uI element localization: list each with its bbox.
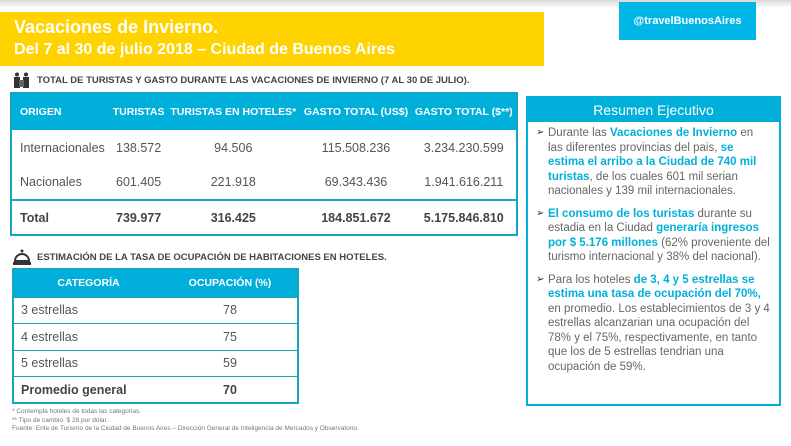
row-label: Total: [11, 200, 111, 235]
travelers-icon: [12, 72, 32, 88]
summary-list: [528, 122, 779, 374]
table-cell: 3.234.230.599: [423, 140, 504, 155]
column-header: CATEGORÍA: [13, 269, 163, 297]
table-row: [11, 130, 517, 165]
table-cell: 316.425: [166, 200, 300, 235]
page-subtitle: Del 7 al 30 de julio 2018 – Ciudad de Buenos Aires: [14, 41, 395, 58]
summary-text: (62% proveniente del turismo internacional y 38% del nacional).: [548, 236, 770, 263]
highlight-text: Vacaciones de Invierno: [610, 127, 738, 139]
table-cell: 78: [163, 297, 298, 324]
table-cell: 70: [163, 377, 298, 404]
table-cell: 115.508.236: [321, 140, 391, 155]
table-cell: 138.572: [116, 140, 162, 155]
table-cell: 184.851.672: [300, 200, 411, 235]
highlight-text: generaría ingresos por $ 5.176 millones: [548, 222, 759, 249]
row-label: Internacionales: [20, 140, 105, 155]
row-label: Nacionales: [20, 175, 82, 189]
summary-item: [536, 207, 771, 265]
executive-summary: [526, 96, 781, 406]
page-title: Vacaciones de Invierno.: [14, 17, 219, 37]
hotel-bell-icon: [12, 249, 32, 265]
table-cell: 94.506: [214, 140, 253, 155]
column-header: GASTO TOTAL (US$): [300, 93, 411, 130]
summary-text: , de los cuales 601 mil serian nacionales y 139 mil internacionales.: [548, 170, 738, 197]
summary-text: Durante las: [548, 127, 611, 139]
table2-heading: [12, 249, 387, 265]
table-cell: 5.175.846.810: [412, 200, 517, 235]
summary-text: en las diferentes provincias del pais,: [548, 127, 754, 154]
column-header: ORIGEN: [11, 93, 111, 130]
table-row: [13, 324, 298, 351]
table-cell: 75: [163, 324, 298, 351]
row-label: 3 estrellas: [13, 297, 163, 324]
summary-text: Para los hoteles: [548, 273, 634, 286]
footnotes: [12, 408, 359, 434]
highlight-text: de 3, 4 y 5 estrellas se estima una tasa de ocupación del 70%,: [548, 273, 761, 300]
row-label: 5 estrellas: [13, 350, 163, 377]
summary-text: en promedio. Los establecimientos de 3 y 4 estrellas alcanzarian una ocupación del 78% y el 75%, respectivamente, en tanto que los de 5 estrellas tendrian una ocupación de 59%.: [548, 302, 770, 373]
table-row: [13, 350, 298, 377]
row-label: 4 estrellas: [13, 324, 163, 351]
table-row: [13, 297, 298, 324]
table-row: [11, 200, 517, 235]
hotel-occupancy-table: [12, 268, 299, 404]
column-header: TURISTAS EN HOTELES*: [166, 93, 300, 130]
social-handle-badge: @travelBuenosAires: [619, 2, 756, 40]
table-row: [11, 165, 517, 200]
summary-text: durante su estadia en la Ciudad: [548, 207, 752, 234]
table-cell: 221.918: [210, 175, 256, 189]
footnote: * Contempla hoteles de todas las categorias.: [12, 408, 141, 415]
table-cell: 739.977: [111, 200, 166, 235]
table-cell: 69.343.436: [324, 175, 388, 189]
summary-item: [536, 126, 771, 199]
column-header: GASTO TOTAL ($**): [412, 93, 517, 130]
table1-heading: [12, 72, 469, 88]
source-note: Fuente: Ente de Turismo de la Ciudad de Buenos Aires – Dirección General de Inteligencia de Mercados y Observatorio.: [12, 425, 359, 432]
title-banner: [0, 12, 544, 66]
table-cell: 1.941.616.211: [424, 175, 504, 189]
highlight-text: El consumo de los turistas: [548, 207, 695, 220]
summary-title: Resumen Ejecutivo: [528, 98, 779, 122]
tourists-spending-table: [10, 92, 518, 236]
table1-title: TOTAL DE TURISTAS Y GASTO DURANTE LAS VACACIONES DE INVIERNO (7 AL 30 DE JULIO).: [37, 74, 470, 86]
highlight-text: se estima el arribo a la Ciudad de 740 mil turistas: [548, 141, 757, 183]
footnote: ** Tipo de cambio: $ 28 por dólar.: [12, 416, 109, 424]
table-cell: 601.405: [116, 175, 162, 189]
column-header: OCUPACIÓN (%): [163, 269, 298, 297]
row-label: Promedio general: [13, 377, 163, 404]
table-row: [13, 377, 298, 404]
table-cell: 59: [163, 350, 298, 377]
table2-title: ESTIMACIÓN DE LA TASA DE OCUPACIÓN DE HABITACIONES EN HOTELES.: [37, 251, 387, 263]
column-header: TURISTAS: [111, 93, 166, 130]
summary-item: [536, 273, 771, 375]
